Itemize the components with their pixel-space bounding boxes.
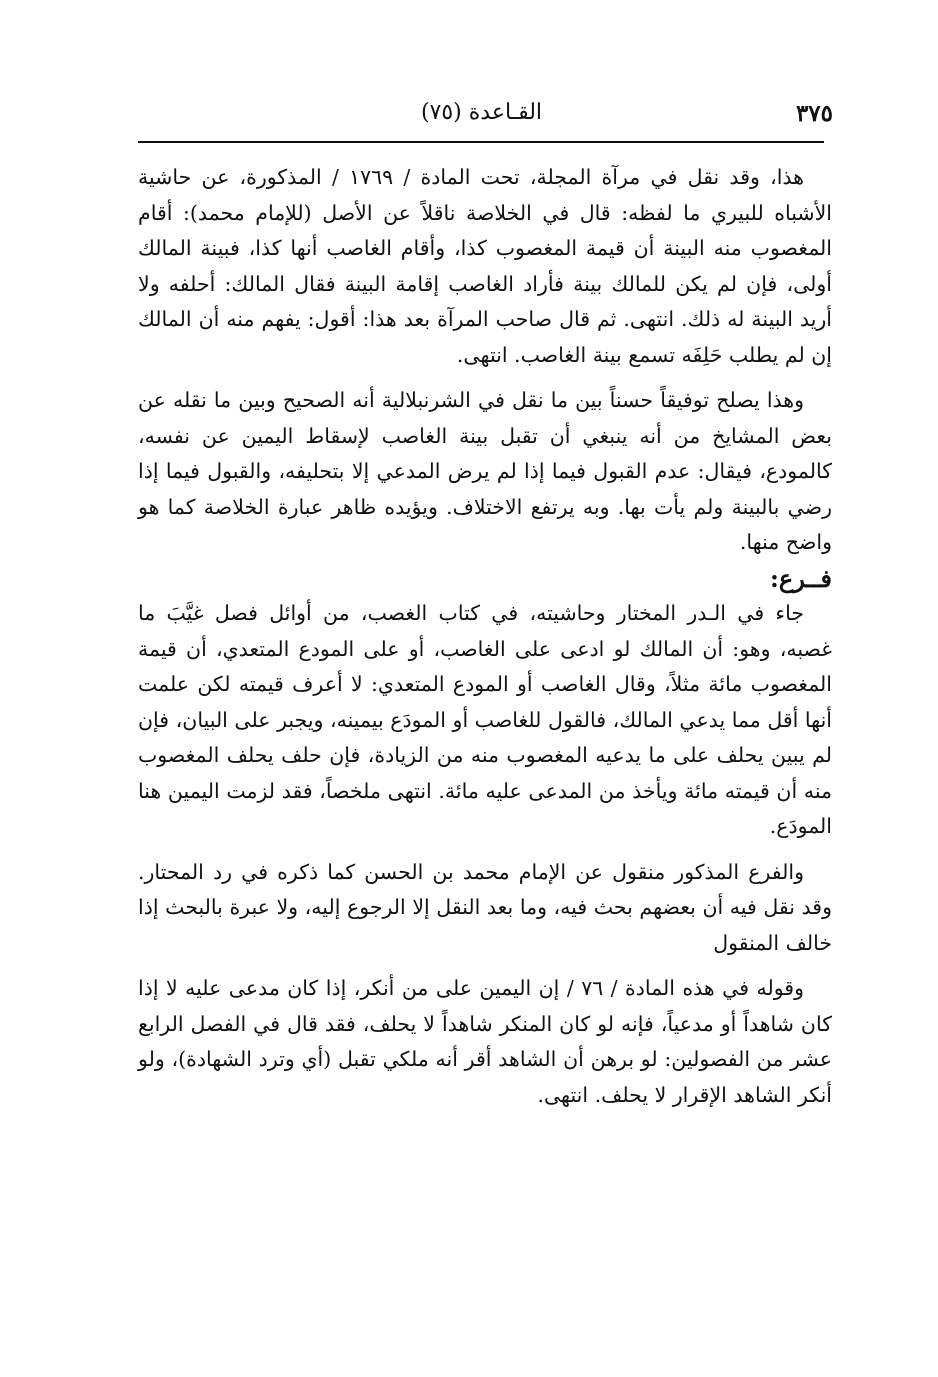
main-text (138, 160, 832, 1113)
running-title: القـاعدة (٧٥) (420, 100, 543, 125)
paragraph: وهذا يصلح توفيقاً حسناً بين ما نقل في الشرنبلالية أنه الصحيح وبين ما نقله عن بعض المشايخ من أنه ينبغي أن تقبل بينة الغاصب لإسقاط اليمين عن نفسه، كالمودع، فيقال: عدم القبول فيما إذا لم يرض المدعي إلا بتحليفه، والقبول فيما إذا رضي بالبينة ولم يأت بها. وبه يرتفع الاختلاف. ويؤيده ظاهر عبارة الخلاصة كما هو واضح منها. (138, 388, 832, 554)
paragraph: هذا، وقد نقل في مرآة المجلة، تحت المادة / ١٧٦٩ / المذكورة، عن حاشية الأشباه للبيري ما لفظه: قال في الخلاصة ناقلاً عن الأصل (للإمام محمد): أقام المغصوب منه البينة أن قيمة المغصوب كذا، وأقام الغاصب أنها كذا، فبينة المالك أولى، فإن لم يكن للمالك بينة فأراد الغاصب إقامة البينة فقال المالك: أحلفه ولا أريد البينة له ذلك. انتهى. ثم قال صاحب المرآة بعد هذا: أقول: يفهم منه أن المالك إن لم يطلب حَلِفَه تسمع بينة الغاصب. انتهى. (138, 165, 832, 367)
header-divider (138, 141, 824, 143)
section-heading: فــرع: (770, 563, 832, 593)
paragraph: والفرع المذكور منقول عن الإمام محمد بن الحسن كما ذكره في رد المحتار. وقد نقل فيه أن بعضهم بحث فيه، وما بعد النقل إلا الرجوع إليه، ولا عبرة بالبحث إذا خالف المنقول (138, 859, 832, 955)
paragraph: جاء في الـدر المختار وحاشيته، في كتاب الغصب، من أوائل فصل غيَّبَ ما غصبه، وهو: أن المالك لو ادعى على الغاصب، أو على المودع المتعدي، أن قيمة المغصوب مائة مثلاً، وقال الغاصب أو المودع المتعدي: لا أعرف قيمته لكن علمت أنها أقل مما يدعي المالك، فالقول للغاصب أو المودَع بيمينه، ويجبر على البيان، فإن لم يبين يحلف على ما يدعيه المغصوب منه من الزيادة، فإن حلف يحلف المغصوب منه أن قيمته مائة ويأخذ من المدعى عليه مائة. انتهى ملخصاً، فقد لزمت اليمين هنا المودَع. (138, 601, 832, 838)
page-number: ٣٧٥ (795, 100, 833, 127)
paragraph: وقوله في هذه المادة / ٧٦ / إن اليمين على من أنكر، إذا كان مدعى عليه لا إذا كان شاهداً أو مدعياً، فإنه لو كان المنكر شاهداً لا يحلف، فقد قال في الفصل الرابع عشر من الفصولين: لو برهن أن الشاهد أقر أنه ملكي تقبل (أي وترد الشهادة)، ولو أنكر الشاهد الإقرار لا يحلف. انتهى. (138, 976, 832, 1107)
page-header (130, 96, 833, 146)
